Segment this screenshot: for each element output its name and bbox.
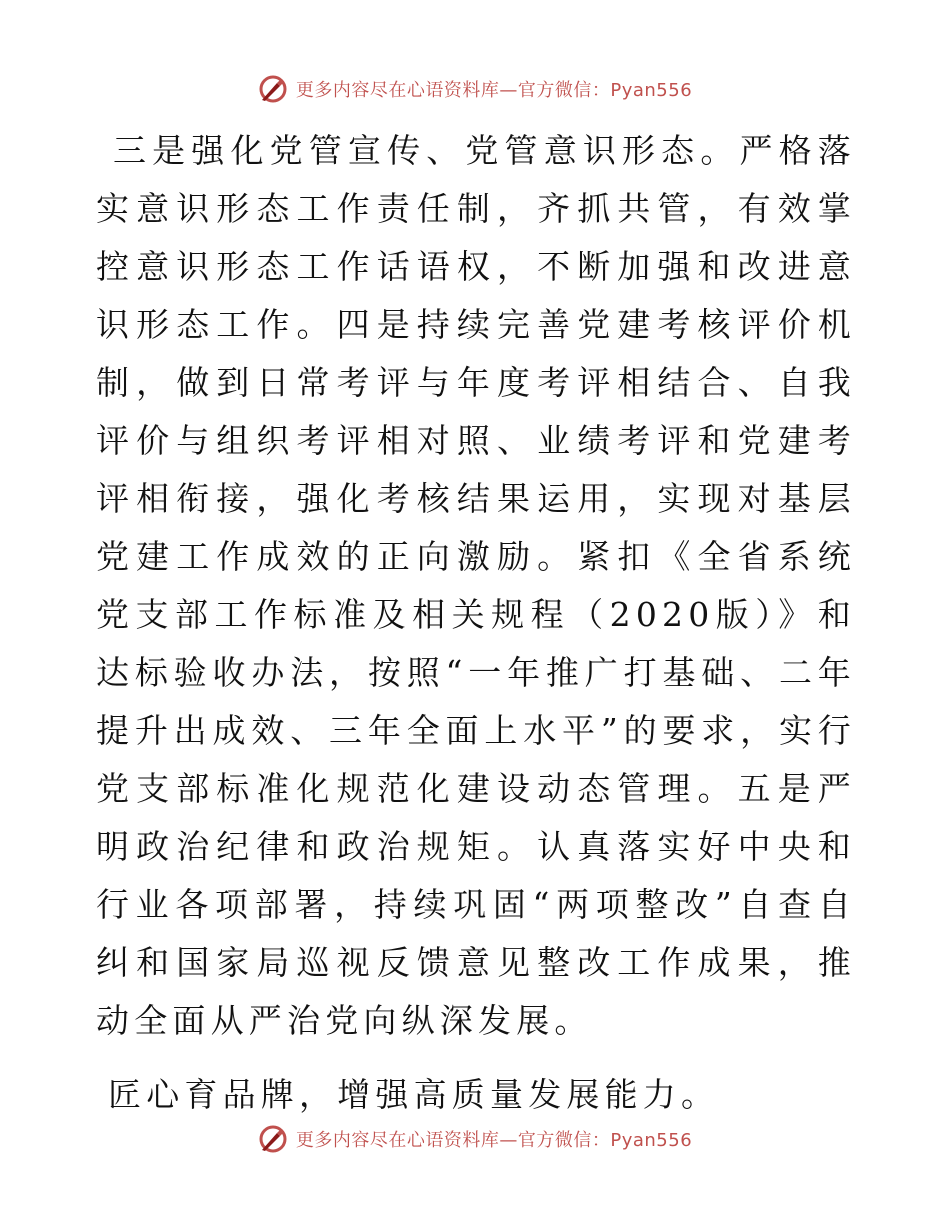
pen-logo-icon [258,74,288,104]
header-watermark [0,74,950,104]
watermark-text [296,1126,692,1152]
watermark-wechat-label: 官方微信： [517,80,611,101]
footer-watermark [0,1124,950,1154]
watermark-wechat-id: Pyan556 [610,1130,693,1151]
document-body [96,122,856,1124]
watermark-text [296,76,692,102]
paragraph-2: 匠心育品牌，增强高质量发展能力。 [108,1075,720,1114]
watermark-dash: — [499,1130,518,1151]
watermark-main: 更多内容尽在心语资料库 [295,1130,500,1151]
watermark-dash: — [499,80,518,101]
watermark-wechat-label: 官方微信： [517,1130,611,1151]
paragraph-1: 三是强化党管宣传、党管意识形态。严格落实意识形态工作责任制，齐抓共管，有效掌控意识形态工作话语权，不断加强和改进意识形态工作。四是持续完善党建考核评价机制，做到日常考评与年度考评相结合、自我评价与组织考评相对照、业绩考评和党建考评相衔接，强化考核结果运用，实现对基层党建工作成效的正向激励。紧扣《全省系统党支部工作标准及相关规程（2020版）》和达标验收办法，按照“一年推广打基础、二年提升出成效、三年全面上水平”的要求，实行党支部标准化规范化建设动态管理。五是严明政治纪律和政治规矩。认真落实好中央和行业各项部署，持续巩固“两项整改”自查自纠和国家局巡视反馈意见整改工作成果，推动全面从严治党向纵深发展。 [96,131,856,1040]
watermark-main: 更多内容尽在心语资料库 [295,80,500,101]
pen-logo-icon [258,1124,288,1154]
watermark-wechat-id: Pyan556 [610,80,693,101]
